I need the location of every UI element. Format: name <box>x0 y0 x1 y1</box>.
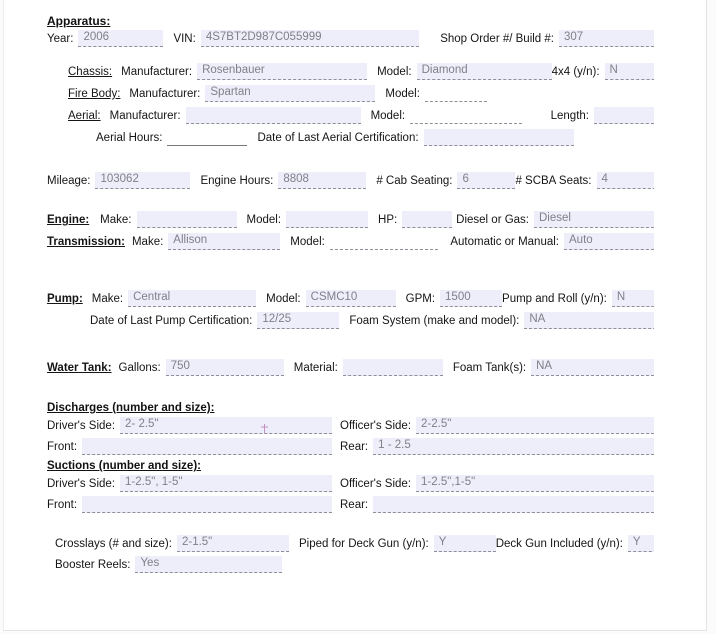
usage-row <box>47 172 654 189</box>
engine-hours-field[interactable]: 8808 <box>278 172 366 189</box>
vin-field[interactable]: 4S7BT2D987C055999 <box>201 30 419 47</box>
gallons-label: Gallons: <box>118 362 161 374</box>
foam-system-field[interactable]: NA <box>524 312 654 329</box>
discharges-officers-label: Officer's Side: <box>340 420 412 432</box>
aerial-hours-label: Aerial Hours: <box>96 132 163 144</box>
suctions-rear-field[interactable] <box>373 496 654 513</box>
chassis-model-field[interactable]: Diamond <box>417 63 552 80</box>
automatic-or-manual-label: Automatic or Manual: <box>450 236 559 248</box>
aerial-model-label: Model: <box>370 110 406 122</box>
suctions-sides-row <box>47 475 654 492</box>
water-tank-row <box>47 359 654 376</box>
fire-body-model-label: Model: <box>385 88 420 100</box>
pump-make-label: Make: <box>91 293 124 305</box>
aerial-model-field[interactable] <box>410 107 522 124</box>
engine-hp-field[interactable] <box>402 211 452 228</box>
cab-seating-label: # Cab Seating: <box>376 175 453 187</box>
pump-cert-field[interactable]: 12/25 <box>257 312 339 329</box>
gallons-field[interactable]: 750 <box>166 359 284 376</box>
pump-make-field[interactable]: Central <box>128 290 256 307</box>
aerial-hours-field[interactable] <box>167 129 247 146</box>
material-label: Material: <box>293 362 338 374</box>
discharges-front-rear-row <box>47 438 654 455</box>
mileage-field[interactable]: 103062 <box>95 172 190 189</box>
booster-reels-row <box>55 556 654 573</box>
transmission-make-label: Make: <box>131 236 164 248</box>
transmission-model-field[interactable] <box>330 233 438 250</box>
suctions-front-field[interactable] <box>82 496 332 513</box>
transmission-model-label: Model: <box>290 236 325 248</box>
booster-reels-field[interactable]: Yes <box>135 556 282 573</box>
discharges-drivers-value: 2- 2.5" <box>125 418 159 430</box>
suctions-front-rear-row <box>47 496 654 513</box>
material-field[interactable] <box>343 359 443 376</box>
suctions-heading: Suctions (number and size): <box>47 460 201 472</box>
engine-make-label: Make: <box>100 214 132 226</box>
chassis-model-label: Model: <box>377 66 412 78</box>
chassis-4x4-label: 4x4 (y/n): <box>551 66 600 78</box>
deck-gun-included-label: Deck Gun Included (y/n): <box>495 538 623 550</box>
diesel-or-gas-field[interactable]: Diesel <box>534 211 654 228</box>
pump-label: Pump: <box>47 293 83 305</box>
deck-gun-included-field[interactable]: Y <box>628 535 654 552</box>
foam-tanks-label: Foam Tank(s): <box>452 362 527 374</box>
gpm-field[interactable]: 1500 <box>440 290 502 307</box>
chassis-manufacturer-field[interactable]: Rosenbauer <box>197 63 367 80</box>
gpm-label: GPM: <box>405 293 436 305</box>
suctions-rear-label: Rear: <box>340 499 369 511</box>
aerial-cert-label: Date of Last Aerial Certification: <box>257 132 419 144</box>
aerial-length-field[interactable] <box>594 107 654 124</box>
vin-label: VIN: <box>173 33 196 45</box>
suctions-officers-label: Officer's Side: <box>340 478 412 490</box>
chassis-4x4-field[interactable]: N <box>605 63 654 80</box>
fire-body-manufacturer-field[interactable]: Spartan <box>205 85 375 102</box>
discharges-front-field[interactable] <box>82 438 332 455</box>
discharges-rear-label: Rear: <box>340 441 369 453</box>
crosslays-row <box>55 535 654 552</box>
transmission-make-field[interactable]: Allison <box>168 233 280 250</box>
form-content <box>4 0 706 573</box>
pump-model-field[interactable]: CSMC10 <box>306 290 396 307</box>
year-label: Year: <box>47 33 74 45</box>
transmission-label: Transmission: <box>47 236 125 248</box>
engine-model-label: Model: <box>246 214 282 226</box>
chassis-row <box>68 63 654 80</box>
suctions-drivers-label: Driver's Side: <box>47 478 116 490</box>
pump-and-roll-label: Pump and Roll (y/n): <box>502 293 607 305</box>
document-page <box>3 0 707 631</box>
fire-body-label: Fire Body: <box>68 88 121 100</box>
suctions-front-label: Front: <box>47 499 78 511</box>
discharges-rear-field[interactable]: 1 - 2.5 <box>373 438 654 455</box>
chassis-manufacturer-label: Manufacturer: <box>121 66 193 78</box>
aerial-row <box>68 107 654 124</box>
aerial-cert-field[interactable] <box>424 129 574 146</box>
engine-row <box>47 211 654 228</box>
discharges-drivers-field[interactable] <box>120 417 332 434</box>
piped-deck-gun-field[interactable]: Y <box>434 535 496 552</box>
booster-reels-label: Booster Reels: <box>55 559 131 571</box>
fire-body-model-field[interactable] <box>425 85 487 102</box>
aerial-manufacturer-label: Manufacturer: <box>109 110 181 122</box>
aerial-manufacturer-field[interactable] <box>186 107 361 124</box>
automatic-or-manual-field[interactable]: Auto <box>564 233 654 250</box>
aerial-length-label: Length: <box>550 110 589 122</box>
pump-cert-label: Date of Last Pump Certification: <box>90 315 253 327</box>
apparatus-heading: Apparatus: <box>47 14 111 28</box>
discharges-heading: Discharges (number and size): <box>47 402 215 414</box>
text-cursor-icon <box>260 424 269 434</box>
engine-model-field[interactable] <box>286 211 368 228</box>
crosslays-field[interactable]: 2-1.5" <box>177 535 289 552</box>
scba-seats-field[interactable]: 4 <box>597 172 654 189</box>
discharges-front-label: Front: <box>47 441 78 453</box>
aerial-label: Aerial: <box>68 110 101 122</box>
scba-seats-label: # SCBA Seats: <box>515 175 592 187</box>
fire-body-manufacturer-label: Manufacturer: <box>129 88 201 100</box>
mileage-label: Mileage: <box>47 175 91 187</box>
engine-label: Engine: <box>47 214 90 226</box>
pump-and-roll-field[interactable]: N <box>612 290 654 307</box>
suctions-officers-field[interactable]: 1-2.5",1-5" <box>416 475 654 492</box>
fire-body-row <box>68 85 654 102</box>
apparatus-id-row <box>47 30 654 47</box>
discharges-sides-row <box>47 417 654 434</box>
diesel-or-gas-label: Diesel or Gas: <box>456 214 529 226</box>
pump-model-label: Model: <box>266 293 301 305</box>
transmission-row <box>47 233 654 250</box>
year-field[interactable]: 2006 <box>78 30 163 47</box>
discharges-officers-field[interactable]: 2-2.5" <box>416 417 654 434</box>
water-tank-label: Water Tank: <box>47 362 112 374</box>
crosslays-label: Crosslays (# and size): <box>55 538 172 550</box>
chassis-label: Chassis: <box>68 66 113 78</box>
discharges-drivers-label: Driver's Side: <box>47 420 116 432</box>
foam-system-label: Foam System (make and model): <box>349 315 520 327</box>
engine-hp-label: HP: <box>378 214 398 226</box>
aerial-hours-row <box>96 129 654 146</box>
shop-order-field[interactable]: 307 <box>559 30 654 47</box>
cab-seating-field[interactable]: 6 <box>457 172 515 189</box>
suctions-drivers-field[interactable]: 1-2.5", 1-5" <box>120 475 332 492</box>
pump-cert-row <box>90 312 654 329</box>
foam-tanks-field[interactable]: NA <box>531 359 654 376</box>
engine-make-field[interactable] <box>137 211 237 228</box>
piped-deck-gun-label: Piped for Deck Gun (y/n): <box>298 538 429 550</box>
shop-order-label: Shop Order #/ Build #: <box>440 33 554 45</box>
pump-row <box>47 290 654 307</box>
engine-hours-label: Engine Hours: <box>200 175 274 187</box>
